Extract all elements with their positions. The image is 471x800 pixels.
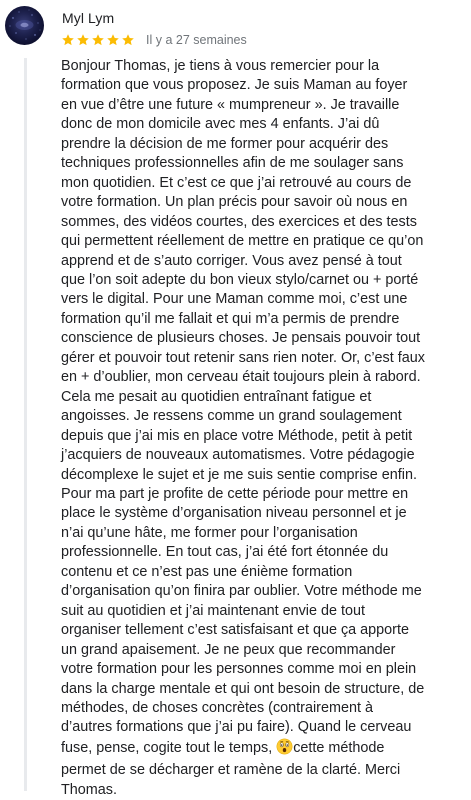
- user-avatar[interactable]: [5, 6, 44, 45]
- astonished-face-icon: [276, 738, 293, 761]
- author-name[interactable]: Myl Lym: [62, 10, 115, 26]
- review-text-part-2: cette méthode permet de se décharger et ramène de la clarté. Merci Thomas.: [61, 739, 401, 798]
- star-icon: [61, 33, 75, 47]
- star-icon: [91, 33, 105, 47]
- star-rating: [61, 33, 135, 47]
- star-icon: [76, 33, 90, 47]
- star-icon: [106, 33, 120, 47]
- star-icon: [121, 33, 135, 47]
- avatar-image: [5, 6, 44, 45]
- rating-row: [61, 32, 247, 48]
- thread-divider: [24, 58, 27, 791]
- review-text: [61, 57, 465, 800]
- review-text-part-1: Bonjour Thomas, je tiens à vous remercier pour la formation que vous proposez. Je suis Maman au foyer en vue d’être une future « mumpreneur ». Je travaille donc de mon domicile avec mes 4 enfants. J’ai dû prendre la décision de me former pour acquérir des techniques professionnelles afin de me soulager sans mon quotidien. Et c’est ce que j’ai retrouvé au cours de votre formation. Un plan précis pour savoir où nous en sommes, des vidéos courtes, des exercices et des tests qui permettent réellement de mettre en pratique ce qu’on apprend et de s’auto corriger. Vous avez pensé à tout que l’on soit adepte du bon vieux stylo/carnet ou + porté vers le digital. Pour une Maman comme moi, c’est une formation qu’il me fallait et qui m’a permis de prendre conscience de plusieurs choses. Je pensais pouvoir tout gérer et pouvoir tout retenir sans rien noter. Or, c’est faux en + d’oublier, mon cerveau était toujours plein à rabord. Cela me pesait au quotidien entraînant fatigue et angoisses. Je ressens comme un grand soulagement depuis que j’ai mis en place votre Méthode, petit à petit j’acquiers de nouveaux automatismes. Votre pédagogie décomplexe le sujet et je me suis sentie comprise enfin. Pour ma part je profite de cette période pour mettre en place le système d’organisation niveau personnel et je n’ai qu’une hâte, me former pour l’organisation professionnelle. En tout cas, j’ai été fort étonnée du contenu et ce n’est pas une énième formation d’organisation qu’on finira par oublier. Votre méthode me suit au quotidien et j’ai maintenant envie de tout organiser tellement c’est satisfaisant et que ça apporte un grand apaisement. Je ne peux que recommander votre formation pour les personnes comme moi en plein dans la charge mentale et qui ont besoin de structure, de méthodes, de choses concrètes (contrairement à d’autres formations que j’ai pu faire). Quand le cerveau fuse, pense, cogite tout le temps,: [61, 58, 425, 756]
- review-date: Il y a 27 semaines: [146, 33, 247, 47]
